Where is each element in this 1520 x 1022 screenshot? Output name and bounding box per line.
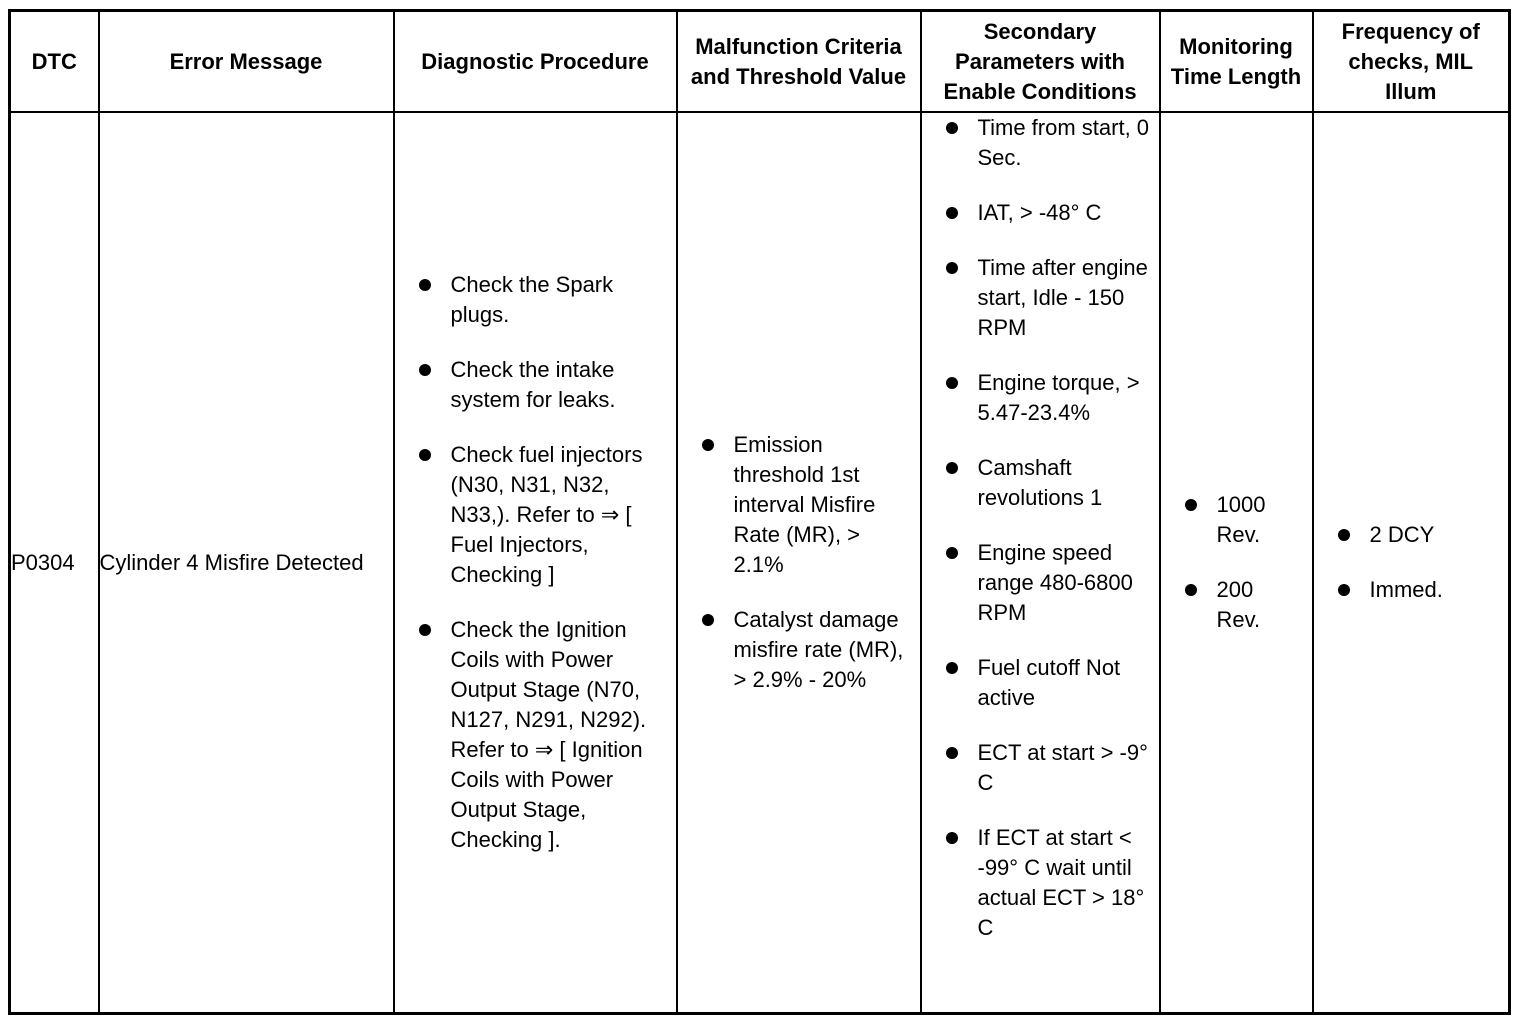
diagnostic-procedure-cell [394,112,677,1014]
header-dtc: DTC [10,11,99,113]
frequency-list [1314,520,1509,605]
secondary-parameters-list [922,113,1159,943]
secondary-parameters-cell [921,112,1160,1014]
header-row [10,11,1510,113]
frequency-cell [1313,112,1510,1014]
list-item: 2 DCY [1370,520,1509,550]
list-item: Time from start, 0 Sec. [978,113,1157,173]
header-frequency: Frequency of checks, MIL Illum [1313,11,1510,113]
list-item: Emission threshold 1st interval Misfire Rate (MR), > 2.1% [734,430,916,580]
list-item: IAT, > -48° C [978,198,1157,228]
list-item: ECT at start > -9° C [978,738,1157,798]
dtc-code: P0304 [10,112,99,1014]
header-malfunction-criteria: Malfunction Criteria and Threshold Value [677,11,921,113]
malfunction-criteria-list [678,430,920,695]
list-item: Check the intake system for leaks. [451,355,672,415]
list-item: Time after engine start, Idle - 150 RPM [978,253,1157,343]
list-item: Camshaft revolutions 1 [978,453,1157,513]
header-secondary-parameters: Secondary Parameters with Enable Conditions [921,11,1160,113]
monitoring-time-cell [1160,112,1313,1014]
monitoring-time-list [1161,490,1312,635]
list-item: Engine speed range 480-6800 RPM [978,538,1157,628]
table-row [10,112,1510,1014]
diagnostic-procedure-list [395,270,676,855]
header-diagnostic-procedure: Diagnostic Procedure [394,11,677,113]
list-item: Engine torque, > 5.47-23.4% [978,368,1157,428]
list-item: 200 Rev. [1217,575,1312,635]
malfunction-criteria-cell [677,112,921,1014]
list-item: Catalyst damage misfire rate (MR), > 2.9% - 20% [734,605,916,695]
list-item: If ECT at start < -99° C wait until actual ECT > 18° C [978,823,1157,943]
list-item: Immed. [1370,575,1509,605]
list-item: Check the Ignition Coils with Power Output Stage (N70, N127, N291, N292). Refer to ⇒ [ Ignition Coils with Power Output Stage, Checking ]. [451,615,672,855]
dtc-table [8,9,1511,1015]
header-error-message: Error Message [99,11,394,113]
error-message: Cylinder 4 Misfire Detected [99,112,394,1014]
header-monitoring-time: Monitoring Time Length [1160,11,1313,113]
list-item: 1000 Rev. [1217,490,1312,550]
list-item: Check the Spark plugs. [451,270,672,330]
list-item: Fuel cutoff Not active [978,653,1157,713]
list-item: Check fuel injectors (N30, N31, N32, N33,). Refer to ⇒ [ Fuel Injectors, Checking ] [451,440,672,590]
